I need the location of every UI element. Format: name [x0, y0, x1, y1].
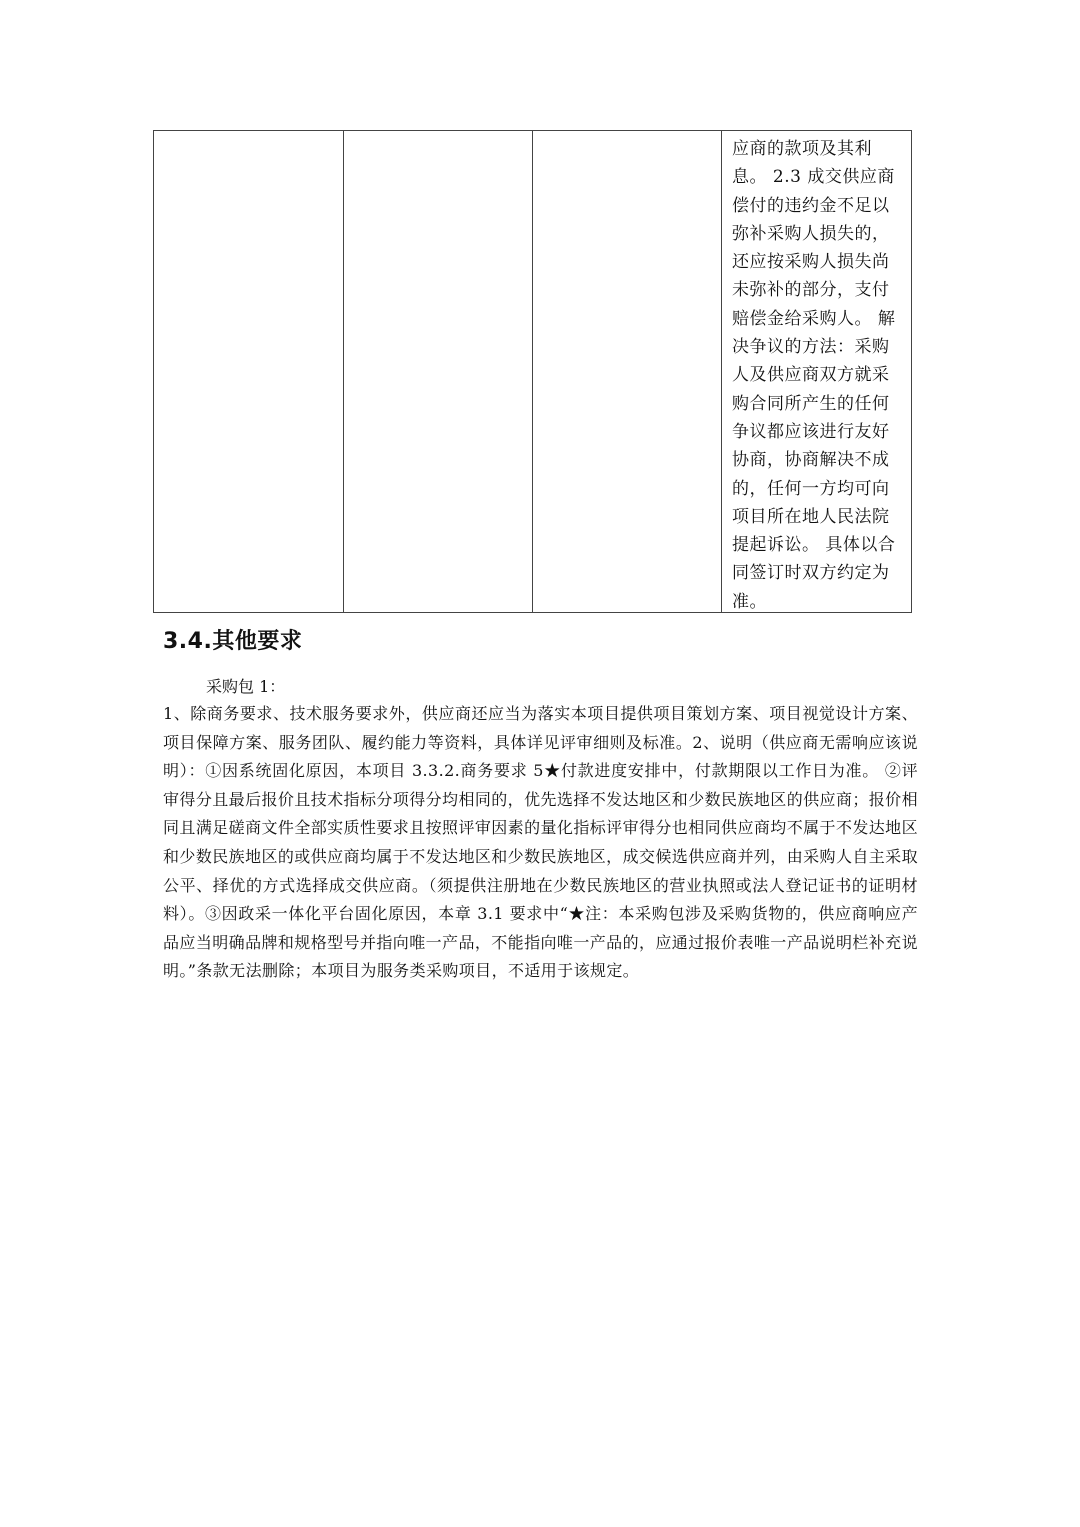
section-heading: 3.4.其他要求 — [163, 629, 303, 654]
package-label: 采购包 1： — [206, 677, 286, 696]
continued-table — [153, 130, 912, 613]
table-cell-1 — [154, 131, 344, 613]
contract-terms-text: 应商的款项及其利息。 2.3 成交供应商偿付的违约金不足以弥补采购人损失的，还应按采购人损失尚未弥补的部分，支付赔偿金给采购人。 解决争议的方法：采购人及供应商双方就采购合同所产生的任何争议都应该进行友好协商，协商解决不成的，任何一方均可向项目所在地人民法院提起诉讼。 具体以合同签订时双方约定为准。 — [732, 139, 896, 612]
section-body-text: 1、除商务要求、技术服务要求外，供应商还应当为落实本项目提供项目策划方案、项目视觉设计方案、项目保障方案、服务团队、履约能力等资料，具体详见评审细则及标准。2、说明（供应商无需响应该说明）：①因系统固化原因，本项目 3.3.2.商务要求 5★付款进度安排中，付款期限以工作日为准。 ②评审得分且最后报价且技术指标分项得分均相同的，优先选择不发达地区和少数民族地区的供应商；报价相同且满足磋商文件全部实质性要求且按照评审因素的量化指标评审得分也相同供应商均不属于不发达地区和少数民族地区的或供应商均属于不发达地区和少数民族地区，成交候选供应商并列，由采购人自主采取公平、择优的方式选择成交供应商。（须提供注册地在少数民族地区的营业执照或法人登记证书的证明材料）。③因政采一体化平台固化原因，本章 3.1 要求中“★注：本采购包涉及采购货物的，供应商响应产品应当明确品牌和规格型号并指向唯一产品，不能指向唯一产品的，应通过报价表唯一产品说明栏补充说明。”条款无法删除；本项目为服务类采购项目，不适用于该规定。 — [163, 704, 918, 981]
table-cell-2 — [344, 131, 533, 613]
table-cell-4 — [722, 131, 912, 613]
table-cell-3 — [533, 131, 722, 613]
table-row — [154, 131, 912, 613]
